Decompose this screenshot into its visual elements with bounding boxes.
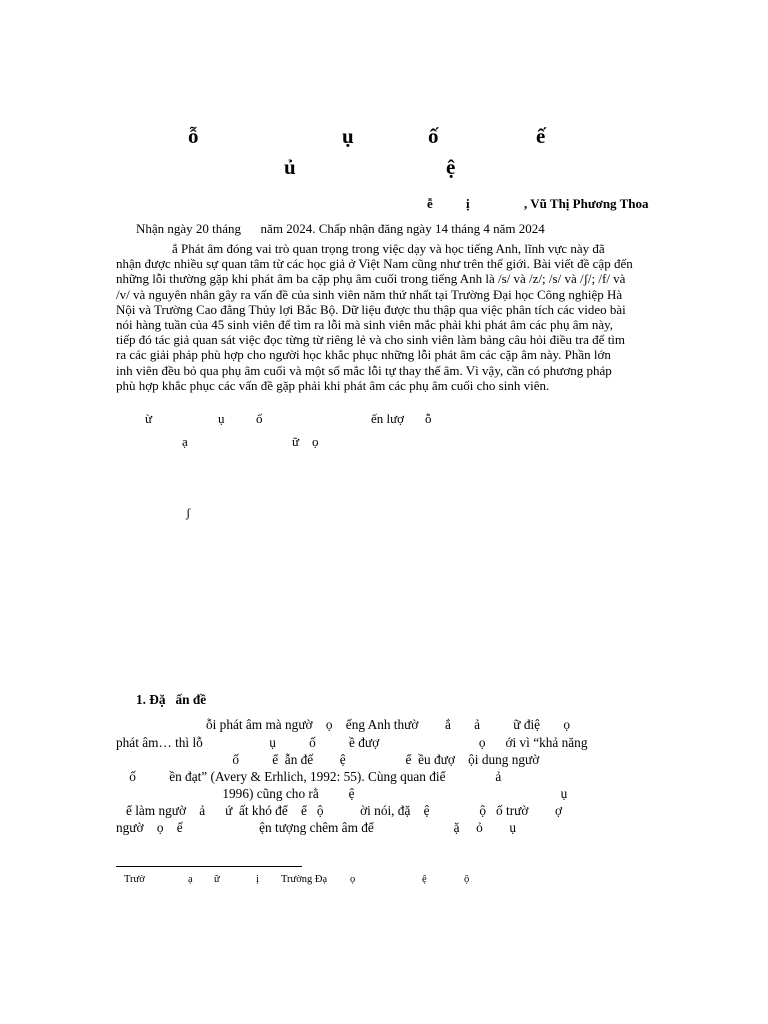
phonetic-symbol: ʃ [186, 505, 191, 520]
footnote-fragment: ệ [422, 874, 427, 885]
title-fragment: ủ [284, 155, 296, 179]
text-fragment: ạ [182, 434, 188, 449]
abstract-line: phù hợp khắc phục các vấn đề gặp phải khi phát âm các phụ âm cuối cho sinh viên. [116, 377, 550, 393]
text-fragment: ọ [312, 434, 319, 449]
abstract-line: nhận được nhiều sự quan tâm từ các học giả ở Việt Nam cũng như trên thế giới. Bài viết đề cập đến [116, 256, 633, 272]
title-fragment: ế [536, 124, 546, 148]
abstract [116, 241, 684, 393]
keywords-fragment: ỗ [425, 411, 432, 426]
footnote-fragment: ữ [214, 874, 220, 885]
title-fragment: ệ [446, 155, 456, 179]
abstract-line: Phát âm đóng vai trò quan trọng trong việc dạy và học tiếng Anh, lĩnh vực này đã [181, 241, 605, 256]
body-line: ỗi phát âm mà ngườ ọ ếng Anh thườ ắ ả ữ điệ ọ [206, 717, 570, 732]
abstract-line: những lỗi thường gặp khi phát âm ba cặp phụ âm cuối trong tiếng Anh là /s/ và /z/; /s/ và /ʃ/; /f/ và [116, 271, 626, 287]
body-line: ngườ ọ ế ện tượng chêm âm để ặ ỏ ụ [116, 820, 516, 835]
keywords-fragment: ừ [145, 411, 153, 426]
footnote-fragment: ộ [464, 874, 470, 885]
body-line: ố ền đạt” (Avery & Erhlich, 1992: 55). Cùng quan điể ả [116, 769, 502, 784]
keywords-fragment: ến lượ [371, 411, 405, 426]
author-names: , Vũ Thị Phương Thoa [524, 196, 649, 211]
title-fragment: ỗ [188, 124, 199, 148]
body-line: ố ể ẫn đế ệ ể ều đượ ội dung ngườ [116, 752, 540, 767]
footnote-fragment: ọ [350, 874, 356, 885]
abstract-line: Nội và Trường Cao đẳng Thủy lợi Bắc Bộ. Dữ liệu được thu thập qua việc phân tích các video bài [116, 301, 626, 317]
abstract-line: /v/ và nguyên nhân gây ra vấn đề của sinh viên năm thứ nhất tại Trường Đại học Công nghiệp Hà [116, 286, 623, 302]
title-fragment: ụ [342, 124, 354, 148]
abstract-line: tiếp đó tác giả quan sát việc đọc từng từ riêng lẻ và cho sinh viên làm bảng câu hỏi điều tra để tìm [116, 332, 626, 348]
footnote-fragment: Trường Đạ [281, 874, 328, 885]
abstract-label: ắ [172, 241, 178, 256]
body-line: phát âm… thì lỗ ụ ố ề đượ ọ ới vì “khả năng [116, 735, 588, 750]
footnote-fragment: ạ [188, 874, 193, 885]
body-line: ể làm ngườ ả ứ ất khó để ể ộ ời nói, đặ ệ ộ ố trườ ợ [116, 803, 563, 818]
abstract-line: ra các giải pháp phù hợp cho người học khắc phục những lỗi phát âm các cặp âm này. Phần lớn [116, 347, 611, 363]
keywords-fragment: ụ [218, 411, 225, 426]
footnote-fragment: ị [256, 874, 259, 885]
section-heading: 1. Đặ ấn đề [136, 692, 207, 707]
footnote-fragment: Trườ [124, 874, 145, 885]
text-fragment: ữ [292, 434, 300, 449]
author-fragment: ị [466, 196, 470, 211]
title-fragment: ố [428, 124, 439, 148]
footnote-separator [116, 866, 302, 867]
keywords-fragment: ố [256, 411, 263, 426]
abstract-line: nói hàng tuần của 45 sinh viên để tìm ra lỗi mà sinh viên mắc phải khi phát âm các phụ âm này, [116, 317, 613, 333]
received-accepted-dates: Nhận ngày 20 tháng năm 2024. Chấp nhận đăng ngày 14 tháng 4 năm 2024 [136, 221, 545, 236]
abstract-line: inh viên đều bỏ qua phụ âm cuối và một số mắc lỗi tự thay thế âm. Vì vậy, cần có phương pháp [116, 362, 612, 378]
author-fragment: ễ [427, 196, 433, 211]
body-line: 1996) cũng cho rằ ệ ụ [116, 786, 568, 801]
